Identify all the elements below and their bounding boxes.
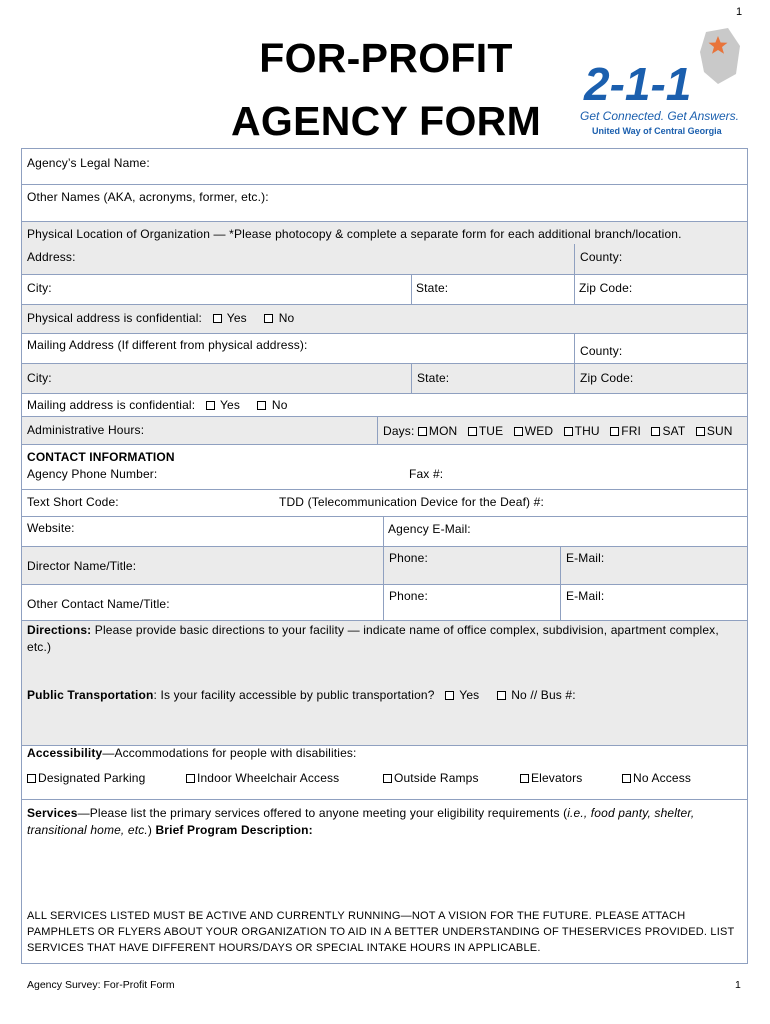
physical-no-label: No bbox=[278, 311, 295, 325]
row-website bbox=[22, 517, 747, 547]
city-label: City: bbox=[27, 281, 52, 295]
services-text2: ) bbox=[147, 823, 156, 837]
agency-email-label: Agency E-Mail: bbox=[388, 522, 471, 536]
day-mon-checkbox[interactable] bbox=[418, 427, 427, 436]
row-other-contact bbox=[22, 585, 747, 621]
day-wed-label: WED bbox=[524, 424, 554, 438]
day-thu-label: THU bbox=[574, 424, 600, 438]
other-contact-label: Other Contact Name/Title: bbox=[27, 597, 170, 611]
row-accessibility bbox=[22, 746, 747, 800]
physical-no-checkbox[interactable] bbox=[264, 314, 273, 323]
services-notice: ALL SERVICES LISTED MUST BE ACTIVE AND CURRENTLY RUNNING—NOT A VISION FOR THE FUTURE. PLEASE ATTACH PAMPHLETS OR FLYERS ABOUT YOUR ORGANIZATION TO AID IN A BETTER UNDERSTANDING OF THESERVICES PROVIDED. LIST SERVICES THAT HAVE DIFFERENT HOURS/DAYS OR SPECIAL INTAKE HOURS IN APPLICABLE. bbox=[27, 910, 735, 954]
designated-parking-checkbox[interactable] bbox=[27, 774, 36, 783]
row-text-short-code bbox=[22, 490, 747, 517]
no-access-checkbox[interactable] bbox=[622, 774, 631, 783]
georgia-map-shape bbox=[700, 28, 740, 84]
mailing-yes-label: Yes bbox=[219, 398, 240, 412]
row-legal-name[interactable] bbox=[22, 149, 747, 185]
logo-org: United Way of Central Georgia bbox=[592, 126, 722, 136]
row-services[interactable] bbox=[22, 800, 747, 964]
divider bbox=[560, 585, 561, 620]
transport-no-checkbox[interactable] bbox=[497, 691, 506, 700]
fax-label: Fax #: bbox=[409, 467, 444, 481]
designated-parking-label: Designated Parking bbox=[38, 771, 146, 785]
mailing-county-label: County: bbox=[580, 344, 623, 358]
wheelchair-access-label: Indoor Wheelchair Access bbox=[197, 771, 340, 785]
mailing-no-checkbox[interactable] bbox=[257, 401, 266, 410]
row-directions[interactable] bbox=[22, 621, 747, 746]
day-fri-label: FRI bbox=[621, 424, 641, 438]
services-examples: i.e., food panty, shelter, transitional home, etc. bbox=[27, 806, 695, 837]
row-other-names[interactable] bbox=[22, 185, 747, 222]
row-city-state-zip bbox=[22, 275, 747, 305]
mailing-zip-label: Zip Code: bbox=[580, 371, 634, 385]
day-sun-checkbox[interactable] bbox=[696, 427, 705, 436]
elevators-label: Elevators bbox=[531, 771, 583, 785]
address-label: Address: bbox=[27, 250, 76, 264]
bus-label: No // Bus #: bbox=[511, 688, 576, 702]
director-label: Director Name/Title: bbox=[27, 559, 137, 573]
divider bbox=[560, 547, 561, 584]
row-physical-address bbox=[22, 222, 747, 275]
directions-text: Please provide basic directions to your facility — indicate name of office complex, subdivision, apartment complex, etc.) bbox=[27, 623, 719, 654]
row-admin-hours bbox=[22, 417, 747, 445]
transport-yes-label: Yes bbox=[459, 688, 480, 702]
row-mailing-city-state-zip bbox=[22, 364, 747, 394]
divider bbox=[383, 517, 384, 546]
divider bbox=[574, 364, 575, 393]
public-transport-text: : Is your facility accessible by public transportation? bbox=[153, 688, 435, 702]
services-label: Services bbox=[27, 806, 78, 820]
divider bbox=[574, 244, 575, 275]
transport-yes-checkbox[interactable] bbox=[445, 691, 454, 700]
services-text1: —Please list the primary services offered to anyone meeting your eligibility requirements ( bbox=[77, 806, 568, 820]
row-director bbox=[22, 547, 747, 585]
row-mailing-address bbox=[22, 334, 747, 364]
director-phone-label: Phone: bbox=[389, 551, 428, 565]
day-wed-checkbox[interactable] bbox=[514, 427, 523, 436]
day-tue-label: TUE bbox=[478, 424, 504, 438]
public-transport-label: Public Transportation bbox=[27, 688, 154, 702]
director-email-label: E-Mail: bbox=[566, 551, 605, 565]
footer-page-number: 1 bbox=[735, 979, 741, 991]
outside-ramps-checkbox[interactable] bbox=[383, 774, 392, 783]
admin-hours-label: Administrative Hours: bbox=[27, 423, 145, 437]
divider bbox=[411, 275, 412, 304]
wheelchair-access-checkbox[interactable] bbox=[186, 774, 195, 783]
divider bbox=[574, 334, 575, 363]
footer-title: Agency Survey: For-Profit Form bbox=[27, 979, 175, 991]
physical-yes-checkbox[interactable] bbox=[213, 314, 222, 323]
physical-yes-label: Yes bbox=[226, 311, 247, 325]
legal-name-label: Agency’s Legal Name: bbox=[27, 156, 150, 170]
day-sun-label: SUN bbox=[706, 424, 733, 438]
contact-heading: CONTACT INFORMATION bbox=[27, 450, 175, 464]
mailing-no-label: No bbox=[271, 398, 288, 412]
divider bbox=[383, 547, 384, 584]
outside-ramps-label: Outside Ramps bbox=[394, 771, 479, 785]
day-tue-checkbox[interactable] bbox=[468, 427, 477, 436]
website-label: Website: bbox=[27, 521, 75, 535]
divider bbox=[383, 585, 384, 620]
agency-form-table bbox=[21, 148, 748, 964]
row-contact-information bbox=[22, 445, 747, 490]
agency-phone-label: Agency Phone Number: bbox=[27, 467, 158, 481]
county-label: County: bbox=[580, 250, 623, 264]
row-mailing-confidential bbox=[22, 394, 747, 417]
directions-label: Directions: bbox=[27, 623, 92, 637]
day-mon-label: MON bbox=[428, 424, 458, 438]
zip-label: Zip Code: bbox=[579, 281, 633, 295]
mailing-address-label: Mailing Address (If different from physical address): bbox=[27, 338, 308, 352]
divider bbox=[377, 417, 378, 444]
other-email-label: E-Mail: bbox=[566, 589, 605, 603]
day-thu-checkbox[interactable] bbox=[564, 427, 573, 436]
elevators-checkbox[interactable] bbox=[520, 774, 529, 783]
day-fri-checkbox[interactable] bbox=[610, 427, 619, 436]
row-physical-confidential bbox=[22, 305, 747, 334]
logo-tagline: Get Connected. Get Answers. bbox=[580, 109, 739, 123]
divider bbox=[411, 364, 412, 393]
divider bbox=[574, 275, 575, 304]
logo-number: 2-1-1 bbox=[584, 58, 692, 110]
tdd-label: TDD (Telecommunication Device for the Deaf) #: bbox=[279, 495, 544, 509]
accessibility-label: Accessibility bbox=[27, 746, 103, 760]
page-number-top: 1 bbox=[736, 6, 743, 18]
day-sat-checkbox[interactable] bbox=[651, 427, 660, 436]
physical-confidential-label: Physical address is confidential: bbox=[27, 311, 203, 325]
day-sat-label: SAT bbox=[662, 424, 686, 438]
form-title-line1: FOR-PROFIT bbox=[259, 35, 513, 81]
other-names-label: Other Names (AKA, acronyms, former, etc.): bbox=[27, 190, 269, 204]
mailing-city-label: City: bbox=[27, 371, 52, 385]
brief-program-description-label: Brief Program Description: bbox=[155, 823, 313, 837]
physical-location-label: Physical Location of Organization — *Please photocopy & complete a separate form for each additional branch/location. bbox=[27, 227, 682, 241]
days-label: Days: bbox=[383, 424, 415, 438]
state-label: State: bbox=[416, 281, 449, 295]
mailing-yes-checkbox[interactable] bbox=[206, 401, 215, 410]
text-short-code-label: Text Short Code: bbox=[27, 495, 119, 509]
other-phone-label: Phone: bbox=[389, 589, 428, 603]
mailing-state-label: State: bbox=[417, 371, 450, 385]
logo-211 bbox=[578, 24, 750, 144]
no-access-label: No Access bbox=[633, 771, 692, 785]
mailing-confidential-label: Mailing address is confidential: bbox=[27, 398, 196, 412]
accessibility-text: —Accommodations for people with disabilities: bbox=[102, 746, 357, 760]
form-title-line2: AGENCY FORM bbox=[230, 98, 542, 144]
